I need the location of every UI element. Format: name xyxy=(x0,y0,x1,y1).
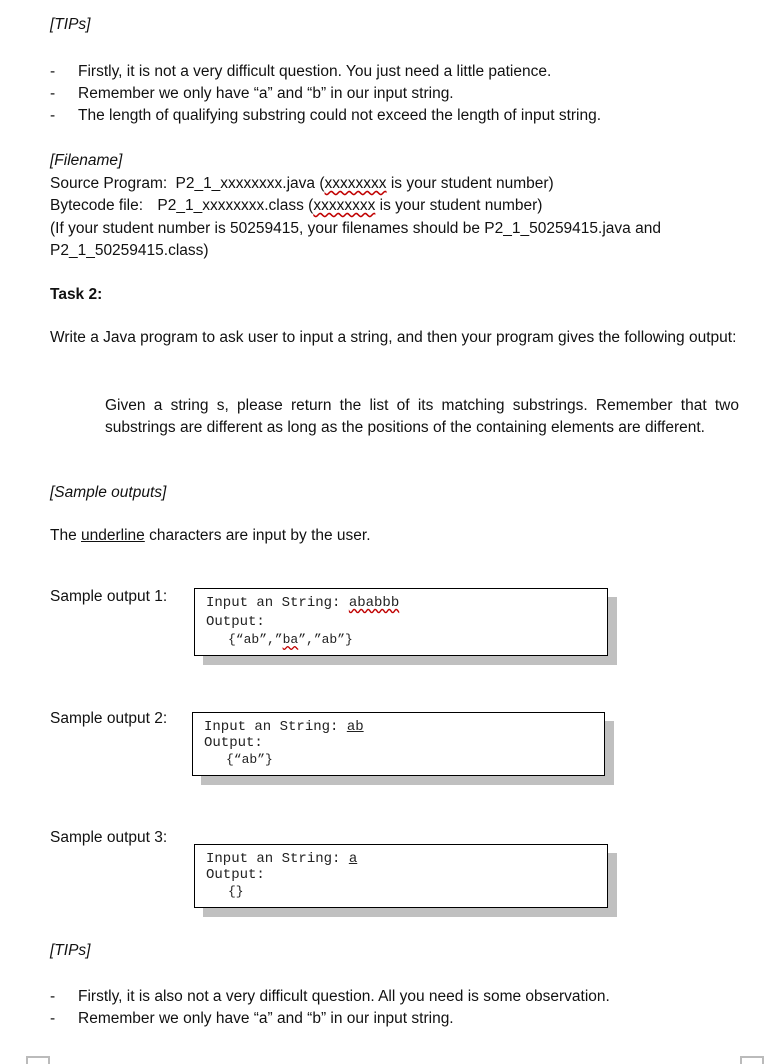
bytecode-file: P2_1_xxxxxxxx.class xyxy=(157,197,304,214)
bytecode-file-line xyxy=(50,197,542,215)
bullet-marker: - xyxy=(50,85,56,102)
console-output-label: Output: xyxy=(206,867,265,883)
student-number-placeholder: xxxxxxxx xyxy=(324,175,387,192)
result-part: ”,”ab”} xyxy=(298,632,353,647)
page-corner-mark xyxy=(740,1056,764,1064)
filename-heading: [Filename] xyxy=(50,152,123,169)
console-box xyxy=(194,588,608,656)
console-result xyxy=(228,632,353,647)
console-output-label: Output: xyxy=(206,614,265,630)
tips-bullet: The length of qualifying substring could not exceed the length of input string. xyxy=(78,107,602,124)
tips-bullet: Firstly, it is also not a very difficult question. All you need is some observation. xyxy=(78,988,610,1005)
console-result: {“ab”} xyxy=(226,752,273,767)
tips-heading: [TIPs] xyxy=(50,16,91,33)
bytecode-note-open: ( xyxy=(308,197,314,214)
source-note: is your student number) xyxy=(386,175,554,192)
tips-heading: [TIPs] xyxy=(50,942,91,959)
console-prompt: Input an String: xyxy=(204,719,347,735)
note-underline-word: underline xyxy=(81,527,145,544)
bullet-marker: - xyxy=(50,988,56,1005)
console-prompt: Input an String: xyxy=(206,851,349,867)
console-output-label: Output: xyxy=(204,735,263,751)
underline-note xyxy=(50,527,371,545)
console-prompt-line xyxy=(206,595,399,611)
console-box xyxy=(192,712,605,776)
problem-statement: Given a string s, please return the list of its matching substrings. Remember that two substrings are different as long as the positions of the containing elements are different. xyxy=(105,397,739,436)
task-description: Write a Java program to ask user to input a string, and then your program gives the following output: xyxy=(50,329,737,346)
source-file: P2_1_xxxxxxxx.java xyxy=(175,175,316,192)
source-label: Source Program: xyxy=(50,175,168,192)
result-part: ba xyxy=(282,632,299,647)
tips-bullet: Firstly, it is not a very difficult question. You just need a little patience. xyxy=(78,63,552,80)
note-suffix: characters are input by the user. xyxy=(144,527,371,544)
user-input: ababbb xyxy=(348,595,400,611)
filename-example: (If your student number is 50259415, your filenames should be P2_1_50259415.java and P2_1_50259415.class) xyxy=(50,220,661,259)
bytecode-label: Bytecode file: xyxy=(50,197,144,214)
console-prompt-line xyxy=(204,719,364,735)
sample-outputs-heading: [Sample outputs] xyxy=(50,484,167,501)
tips-bullet: Remember we only have “a” and “b” in our input string. xyxy=(78,85,454,102)
bullet-marker: - xyxy=(50,63,56,80)
source-note-open: ( xyxy=(319,175,325,192)
console-box xyxy=(194,844,608,908)
console-result: {} xyxy=(228,884,244,899)
source-program-line xyxy=(50,175,554,193)
task-heading: Task 2: xyxy=(50,286,103,303)
console-prompt-line xyxy=(206,851,357,867)
bullet-marker: - xyxy=(50,107,56,124)
result-part: {“ab”,” xyxy=(228,632,283,647)
sample-label: Sample output 3: xyxy=(50,829,168,846)
bytecode-note: is your student number) xyxy=(375,197,543,214)
sample-label: Sample output 1: xyxy=(50,588,168,605)
page-corner-mark xyxy=(26,1056,50,1064)
bullet-marker: - xyxy=(50,1010,56,1027)
note-prefix: The xyxy=(50,527,82,544)
tips-bullet: Remember we only have “a” and “b” in our input string. xyxy=(78,1010,454,1027)
user-input: ab xyxy=(346,719,364,735)
user-input: a xyxy=(348,851,358,867)
console-prompt: Input an String: xyxy=(206,595,349,611)
student-number-placeholder: xxxxxxxx xyxy=(313,197,376,214)
sample-label: Sample output 2: xyxy=(50,710,168,727)
